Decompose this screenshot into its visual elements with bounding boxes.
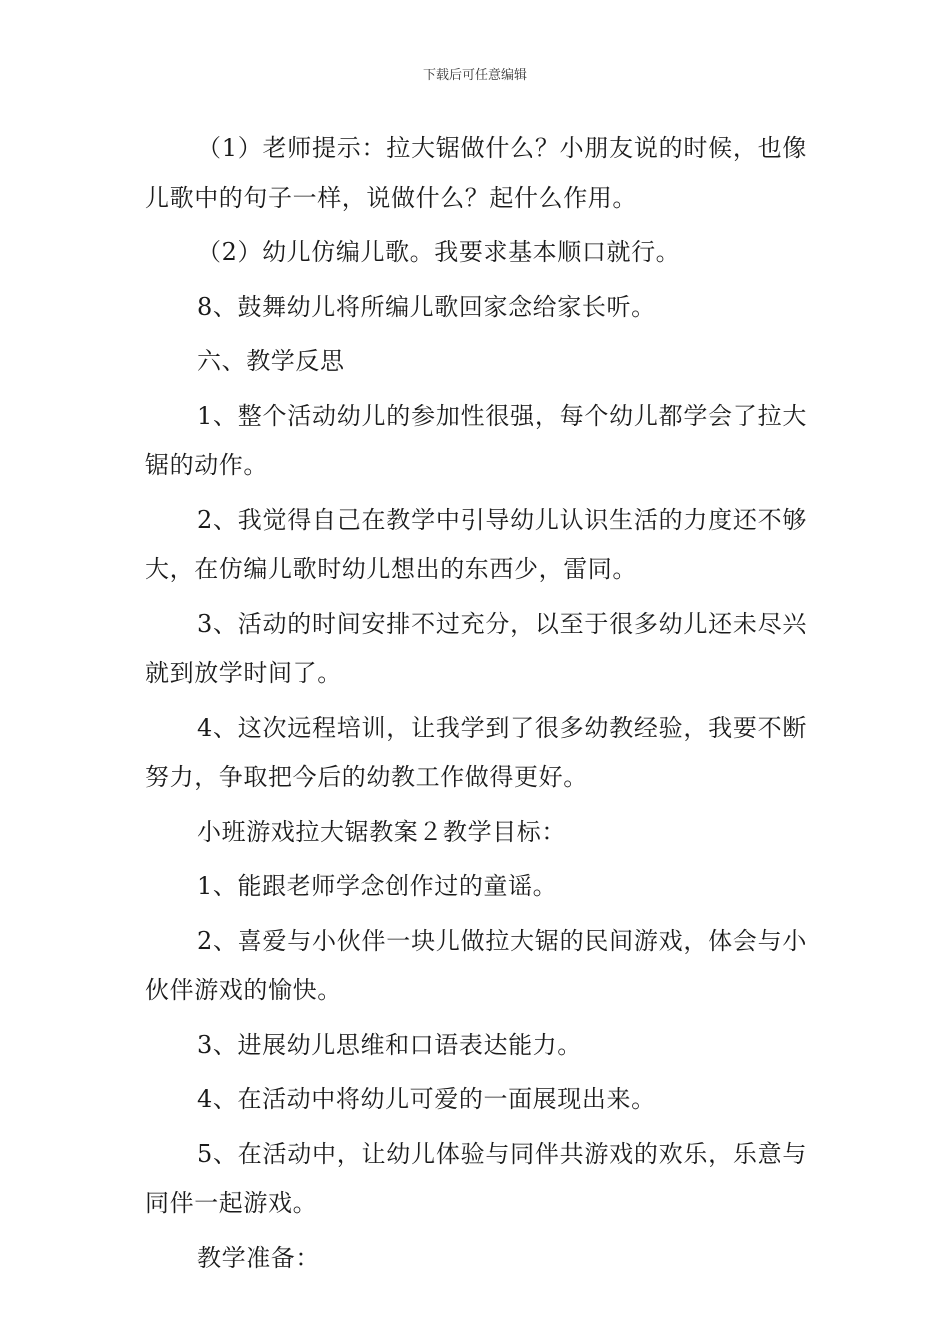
section-heading: 小班游戏拉大锯教案２教学目标： xyxy=(197,817,566,846)
paragraph: （2）幼儿仿编儿歌。我要求基本顺口就行。 xyxy=(197,238,681,266)
document-body xyxy=(145,124,807,1288)
paragraph: 8、鼓舞幼儿将所编儿歌回家念给家长听。 xyxy=(197,292,656,321)
paragraph: 4、在活动中将幼儿可爱的一面展现出来。 xyxy=(197,1085,656,1113)
paragraph: 3、活动的时间安排不过充分，以至于很多幼儿还未尽兴就到放学时间了。 xyxy=(145,609,807,687)
paragraph: 2、喜爱与小伙伴一块儿做拉大锯的民间游戏，体会与小伙伴游戏的愉快。 xyxy=(145,926,807,1004)
page-header: 下载后可任意编辑 xyxy=(422,68,527,83)
paragraph: 4、这次远程培训，让我学到了很多幼教经验，我要不断努力，争取把今后的幼教工作做得更好。 xyxy=(145,713,807,791)
paragraph: 1、整个活动幼儿的参加性很强，每个幼儿都学会了拉大锯的动作。 xyxy=(145,401,807,479)
section-heading: 六、教学反思 xyxy=(197,347,345,375)
paragraph: 2、我觉得自己在教学中引导幼儿认识生活的力度还不够大，在仿编儿歌时幼儿想出的东西少，雷同。 xyxy=(145,505,807,583)
paragraph: 1、能跟老师学念创作过的童谣。 xyxy=(197,872,558,900)
paragraph: 3、进展幼儿思维和口语表达能力。 xyxy=(197,1030,582,1059)
paragraph: 5、在活动中，让幼儿体验与同伴共游戏的欢乐，乐意与同伴一起游戏。 xyxy=(145,1139,807,1217)
section-heading: 教学准备： xyxy=(197,1243,320,1272)
paragraph: （1）老师提示：拉大锯做什么？小朋友说的时候，也像儿歌中的句子一样，说做什么？起什么作用。 xyxy=(145,134,807,212)
